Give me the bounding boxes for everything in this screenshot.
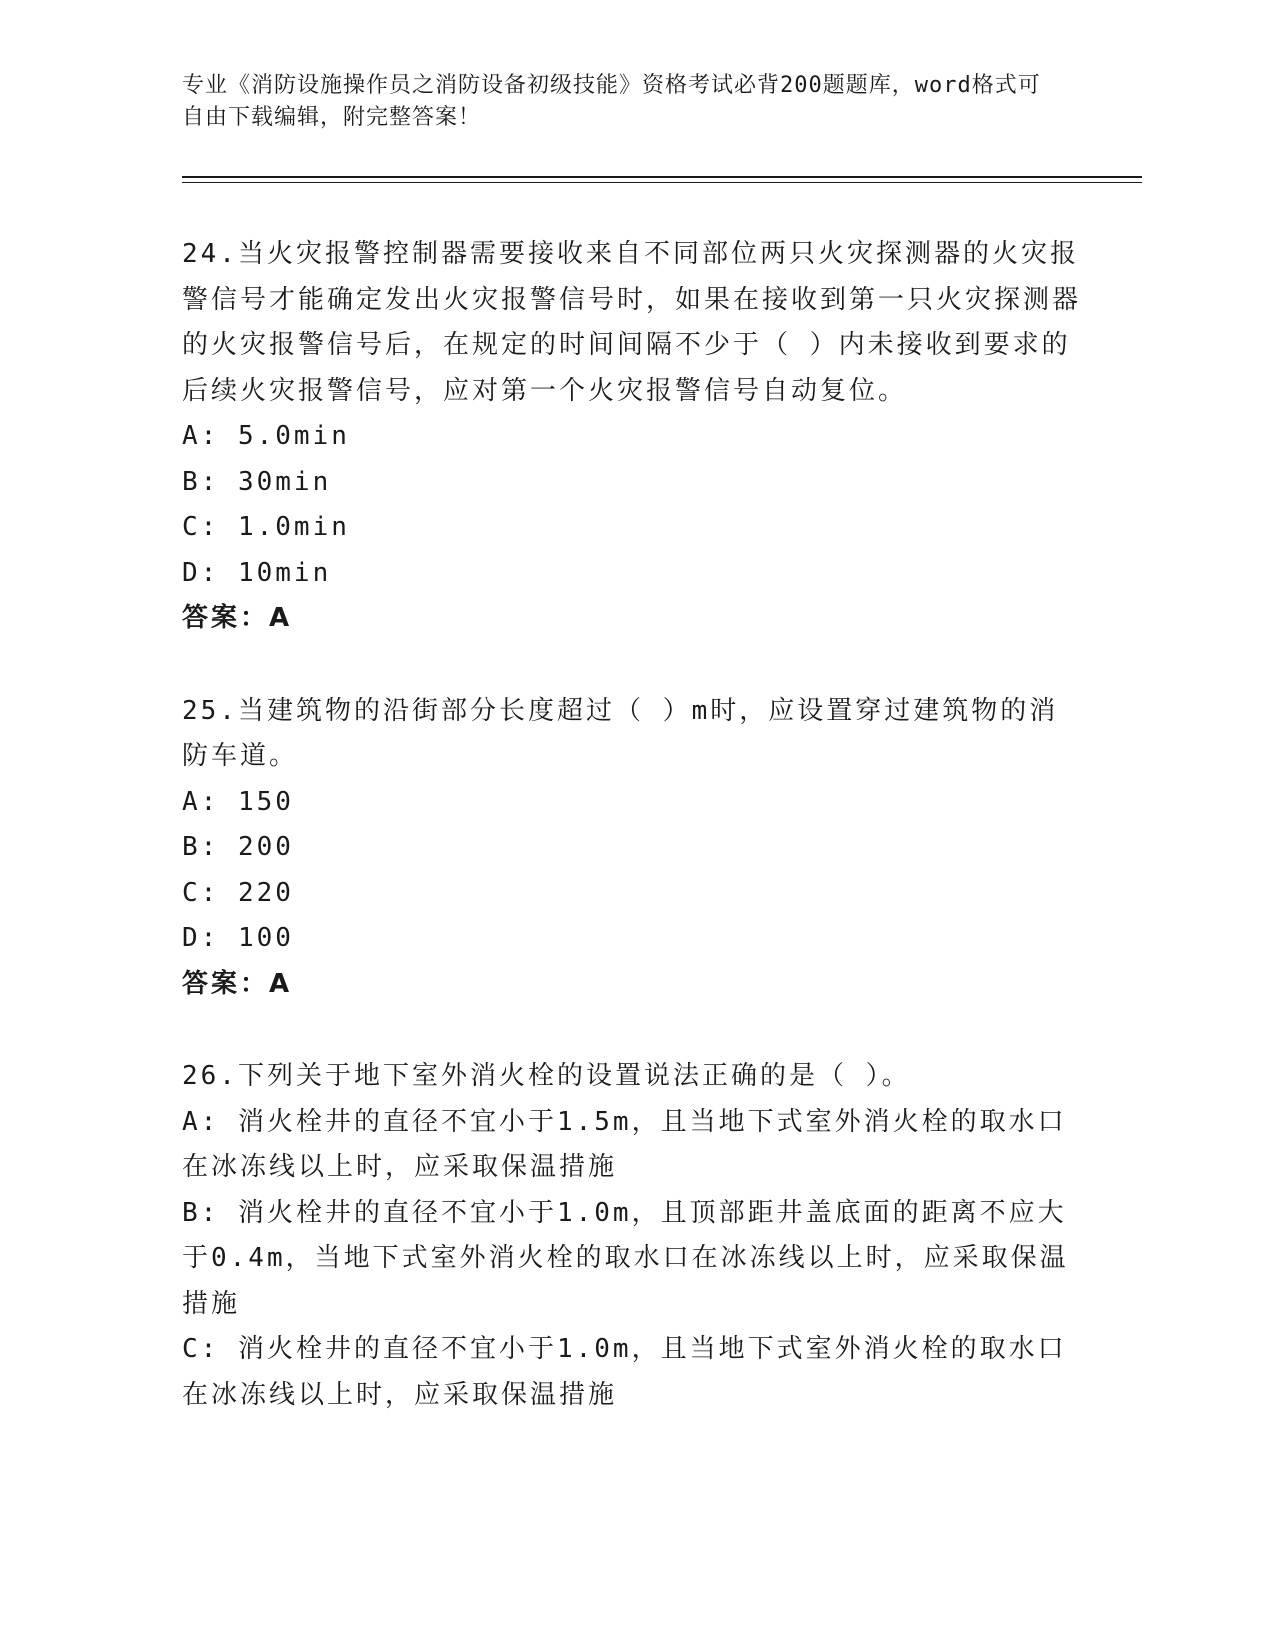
header-rule-thin (182, 182, 1142, 183)
option-b: B: 200 (182, 832, 294, 862)
option-d: D: 100 (182, 923, 294, 953)
question-stem: 24.当火灾报警控制器需要接收来自不同部位两只火灾探测器的火灾报警信号才能确定发出火灾报警信号时，如果在接收到第一只火灾探测器的火灾报警信号后，在规定的时间间隔不少于（ ）内未接收到要求的后续火灾报警信号，应对第一个火灾报警信号自动复位。 (182, 239, 1082, 406)
option-d: D: 10min (182, 557, 332, 588)
option-c: C: 220 (182, 877, 294, 908)
option-b: B: 30min (182, 466, 332, 497)
answer-line: 答案：A (182, 968, 293, 999)
question-25 (182, 689, 1082, 1008)
answer-line: 答案：A (182, 603, 293, 633)
question-list (182, 232, 1082, 1465)
question-24 (182, 232, 1082, 642)
question-stem: 25.当建筑物的沿街部分长度超过（ ）m时，应设置穿过建筑物的消防车道。 (182, 695, 1059, 771)
question-stem: 26.下列关于地下室外消火栓的设置说法正确的是（ ）。 (182, 1061, 911, 1091)
question-26 (182, 1054, 1082, 1418)
option-a: A: 150 (182, 786, 294, 817)
option-a: A: 消火栓井的直径不宜小于1.5m，且当地下式室外消火栓的取水口在冰冻线以上时，应采取保温措施 (182, 1106, 1067, 1182)
option-b: B: 消火栓井的直径不宜小于1.0m，且顶部距井盖底面的距离不应大于0.4m，当地下式室外消火栓的取水口在冰冻线以上时，应采取保温措施 (182, 1197, 1069, 1319)
header-rule-thick (182, 176, 1142, 178)
option-c: C: 1.0min (182, 512, 350, 542)
page-header: 专业《消防设施操作员之消防设备初级技能》资格考试必背200题题库，word格式可自由下载编辑，附完整答案！ (182, 73, 1041, 130)
option-a: A: 5.0min (182, 421, 350, 451)
option-c: C: 消火栓井的直径不宜小于1.0m，且当地下式室外消火栓的取水口在冰冻线以上时，应采取保温措施 (182, 1334, 1067, 1410)
